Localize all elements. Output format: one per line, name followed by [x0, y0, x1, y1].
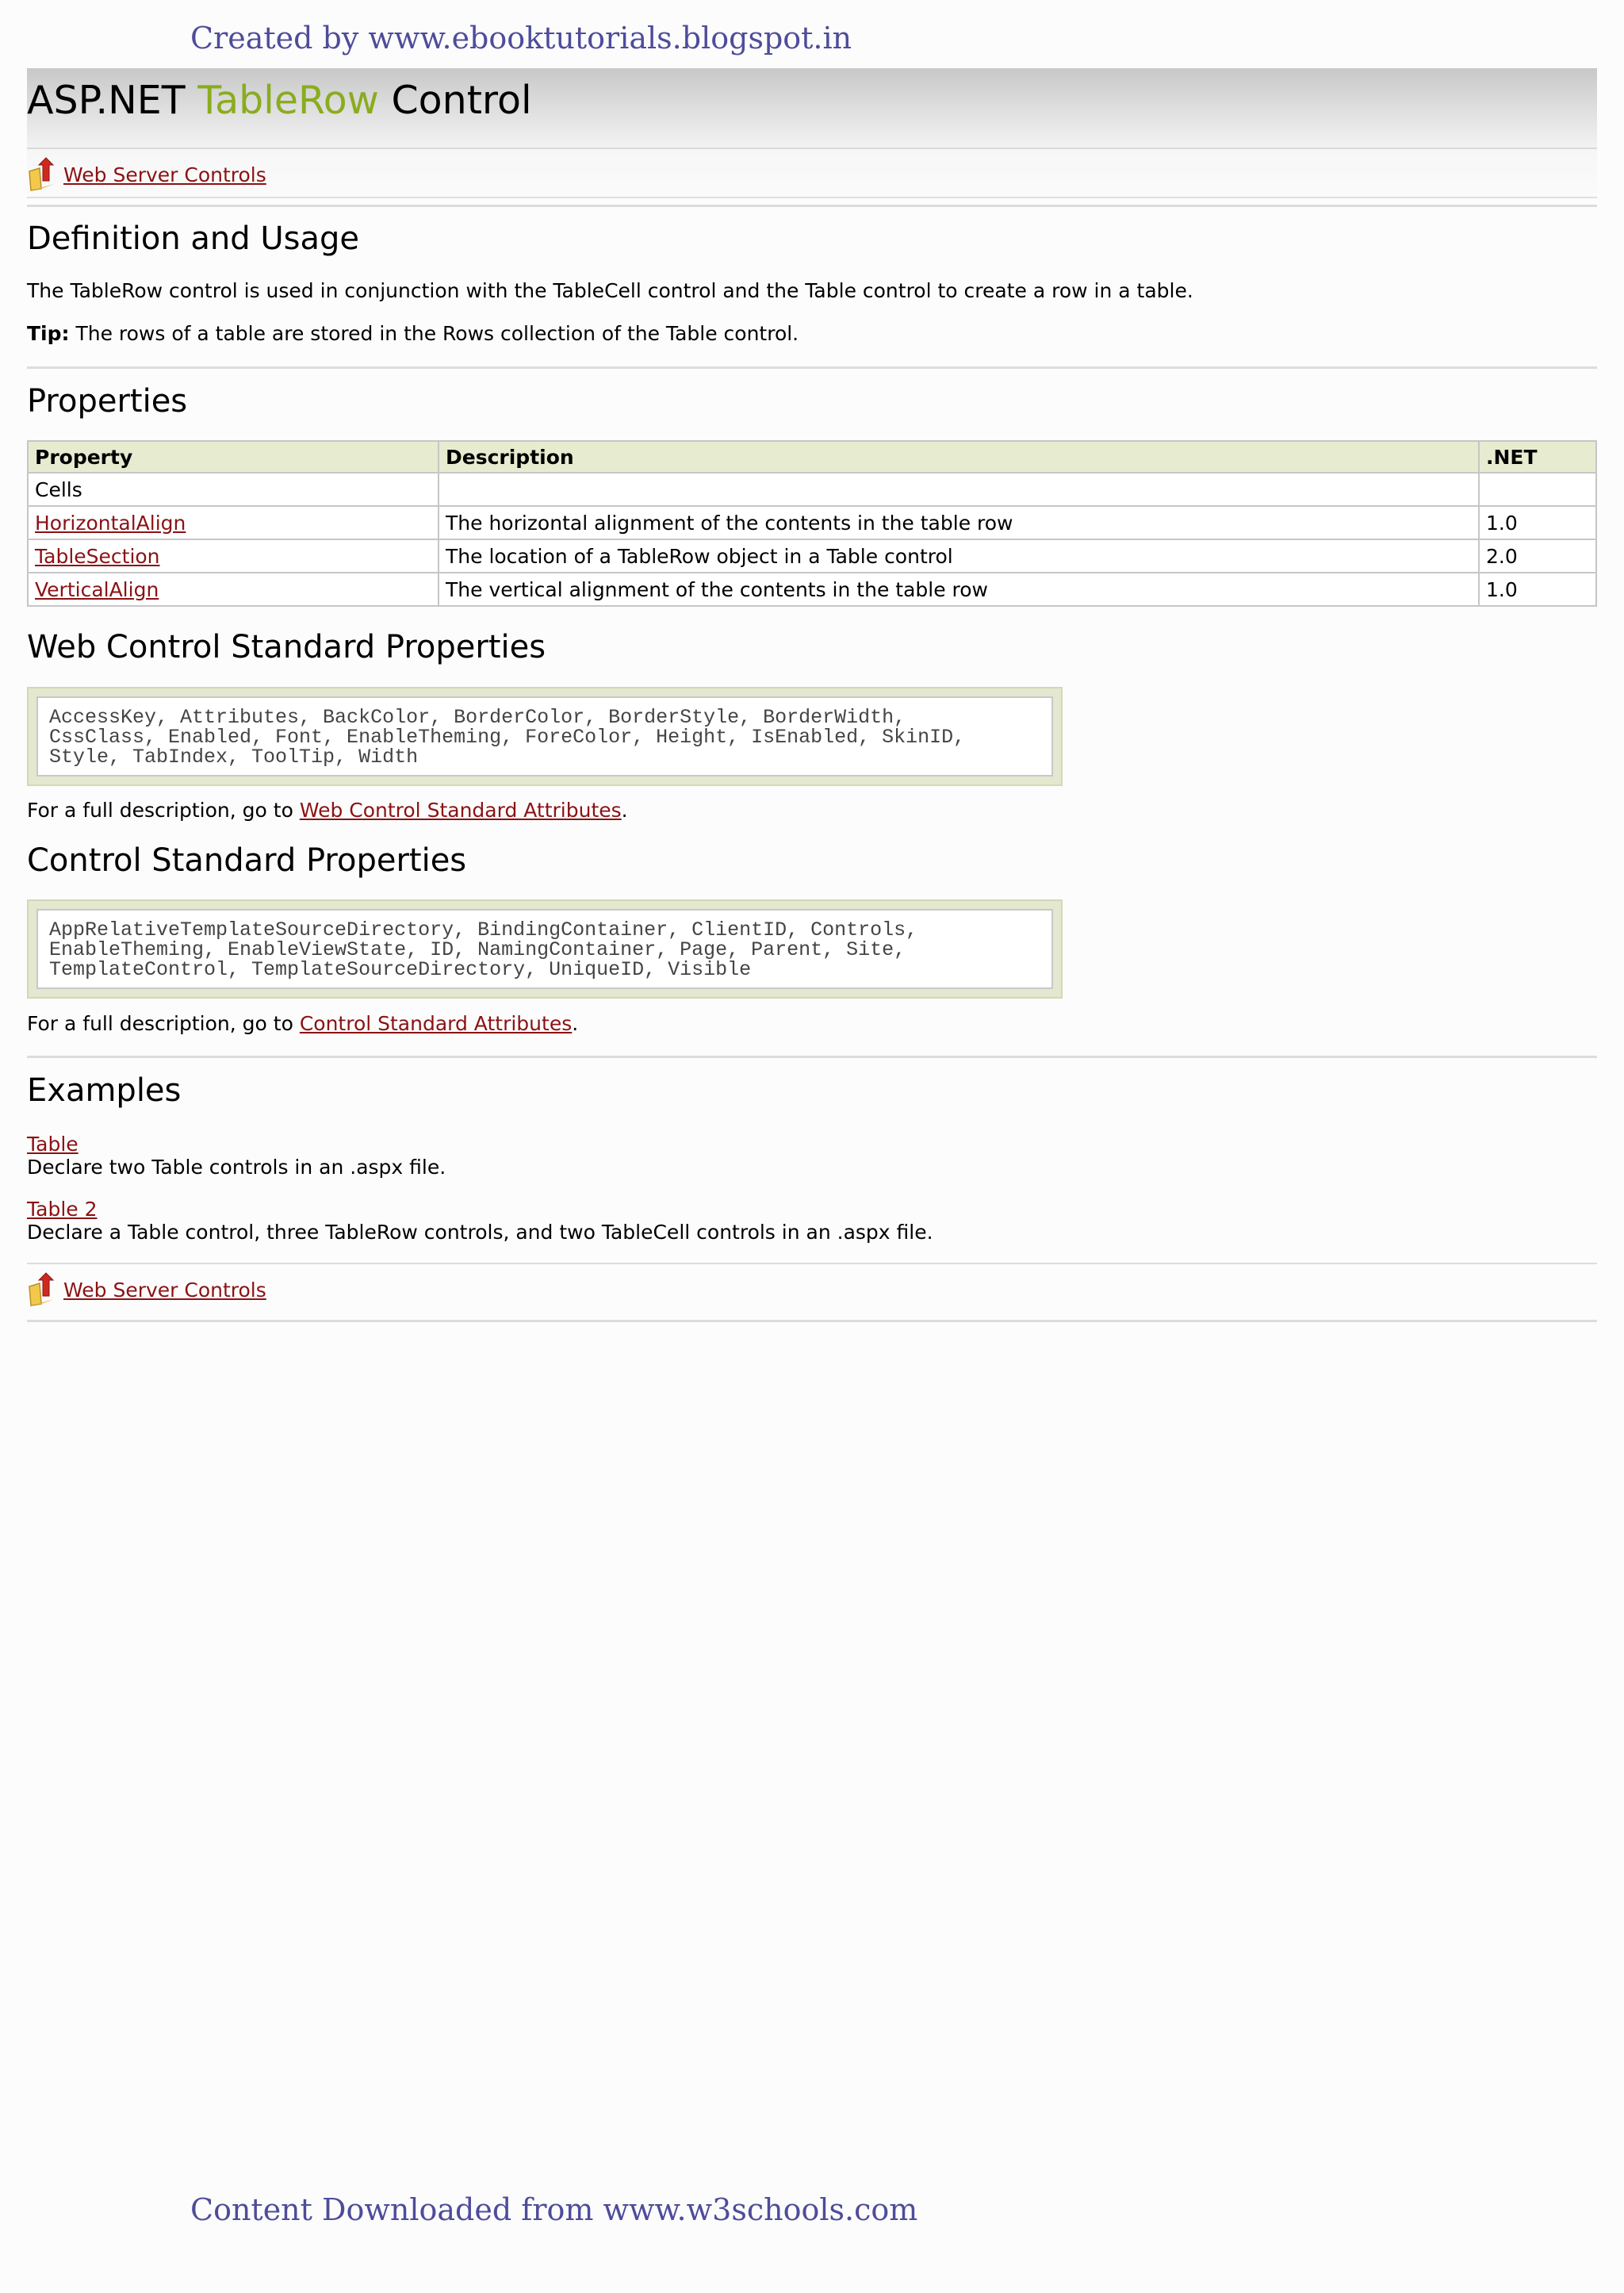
divider [27, 1320, 1597, 1322]
properties-table-body [28, 473, 1596, 606]
code-line: EnableTheming, EnableViewState, ID, NamingContainer, Page, Parent, Site, [49, 938, 906, 961]
property-cell [28, 539, 439, 573]
control-description [27, 1012, 578, 1035]
control-properties-code [36, 909, 1053, 989]
description-cell: The vertical alignment of the contents in the table row [439, 573, 1479, 606]
web-control-desc-suffix: . [621, 799, 628, 822]
property-link[interactable]: HorizontalAlign [35, 511, 186, 535]
column-header-property: Property [28, 441, 439, 473]
property-cell [28, 573, 439, 606]
control-desc-prefix: For a full description, go to [27, 1012, 300, 1035]
web-server-controls-label-top: Web Server Controls [63, 163, 266, 186]
control-properties-code-box [27, 899, 1063, 999]
example-link-table-2[interactable]: Table 2 [27, 1198, 98, 1221]
control-desc-suffix: . [572, 1012, 579, 1035]
control-standard-attributes-link[interactable]: Control Standard Attributes [299, 1012, 573, 1035]
folder-up-icon [27, 1272, 59, 1307]
examples-heading: Examples [27, 1072, 182, 1109]
property-link[interactable]: TableSection [35, 544, 160, 568]
table-header-row [28, 441, 1596, 473]
table-row [28, 506, 1596, 539]
divider [27, 366, 1597, 369]
tip-paragraph [27, 322, 799, 345]
web-control-description [27, 799, 628, 822]
property-link[interactable]: VerticalAlign [35, 577, 159, 601]
properties-heading: Properties [27, 383, 188, 420]
properties-table [27, 440, 1597, 607]
tip-label: Tip: [27, 322, 70, 345]
web-server-controls-link-top[interactable] [27, 157, 266, 192]
column-header-description: Description [439, 441, 1479, 473]
web-control-properties-code-box [27, 687, 1063, 786]
divider [27, 205, 1597, 207]
divider [27, 1056, 1597, 1058]
code-line: Style, TabIndex, ToolTip, Width [49, 746, 419, 769]
control-properties-heading: Control Standard Properties [27, 842, 467, 879]
code-line: AccessKey, Attributes, BackColor, BorderColor, BorderStyle, BorderWidth, [49, 706, 906, 729]
net-version-cell: 1.0 [1479, 573, 1596, 606]
web-control-properties-code [36, 696, 1053, 776]
table-row [28, 573, 1596, 606]
web-control-properties-heading: Web Control Standard Properties [27, 629, 546, 665]
description-cell: The horizontal alignment of the contents in the table row [439, 506, 1479, 539]
example-link-table[interactable]: Table [27, 1133, 79, 1156]
example-description: Declare a Table control, three TableRow controls, and two TableCell controls in an .aspx file. [27, 1221, 933, 1244]
nav-bar-top [27, 149, 1597, 198]
title-suffix: Control [378, 78, 532, 123]
property-cell [28, 506, 439, 539]
title-accent: TableRow [197, 78, 379, 123]
nav-bar-bottom [27, 1264, 1597, 1312]
description-cell [439, 473, 1479, 506]
code-line: AppRelativeTemplateSourceDirectory, BindingContainer, ClientID, Controls, [49, 918, 918, 941]
definition-heading: Definition and Usage [27, 220, 360, 257]
title-bar [27, 68, 1597, 149]
title-prefix: ASP.NET [27, 78, 198, 123]
tip-text: The rows of a table are stored in the Rows collection of the Table control. [69, 322, 799, 345]
description-cell: The location of a TableRow object in a Table control [439, 539, 1479, 573]
code-line: CssClass, Enabled, Font, EnableTheming, ForeColor, Height, IsEnabled, SkinID, [49, 726, 966, 749]
net-version-cell: 2.0 [1479, 539, 1596, 573]
net-version-cell: 1.0 [1479, 506, 1596, 539]
page-title [27, 78, 532, 123]
web-control-standard-attributes-link[interactable]: Web Control Standard Attributes [299, 799, 622, 822]
watermark-bottom: Content Downloaded from www.w3schools.com [190, 2192, 918, 2227]
net-version-cell [1479, 473, 1596, 506]
table-row [28, 539, 1596, 573]
definition-text: The TableRow control is used in conjunction with the TableCell control and the Table control to create a row in a table. [27, 279, 1193, 302]
web-server-controls-link-bottom[interactable] [27, 1272, 266, 1307]
web-server-controls-label-bottom: Web Server Controls [63, 1278, 266, 1302]
table-row [28, 473, 1596, 506]
web-control-desc-prefix: For a full description, go to [27, 799, 300, 822]
property-cell: Cells [28, 473, 439, 506]
code-line: TemplateControl, TemplateSourceDirectory, UniqueID, Visible [49, 958, 752, 981]
folder-up-icon [27, 157, 59, 192]
column-header-net: .NET [1479, 441, 1596, 473]
watermark-top: Created by www.ebooktutorials.blogspot.in [190, 21, 852, 56]
example-description: Declare two Table controls in an .aspx file. [27, 1156, 446, 1179]
